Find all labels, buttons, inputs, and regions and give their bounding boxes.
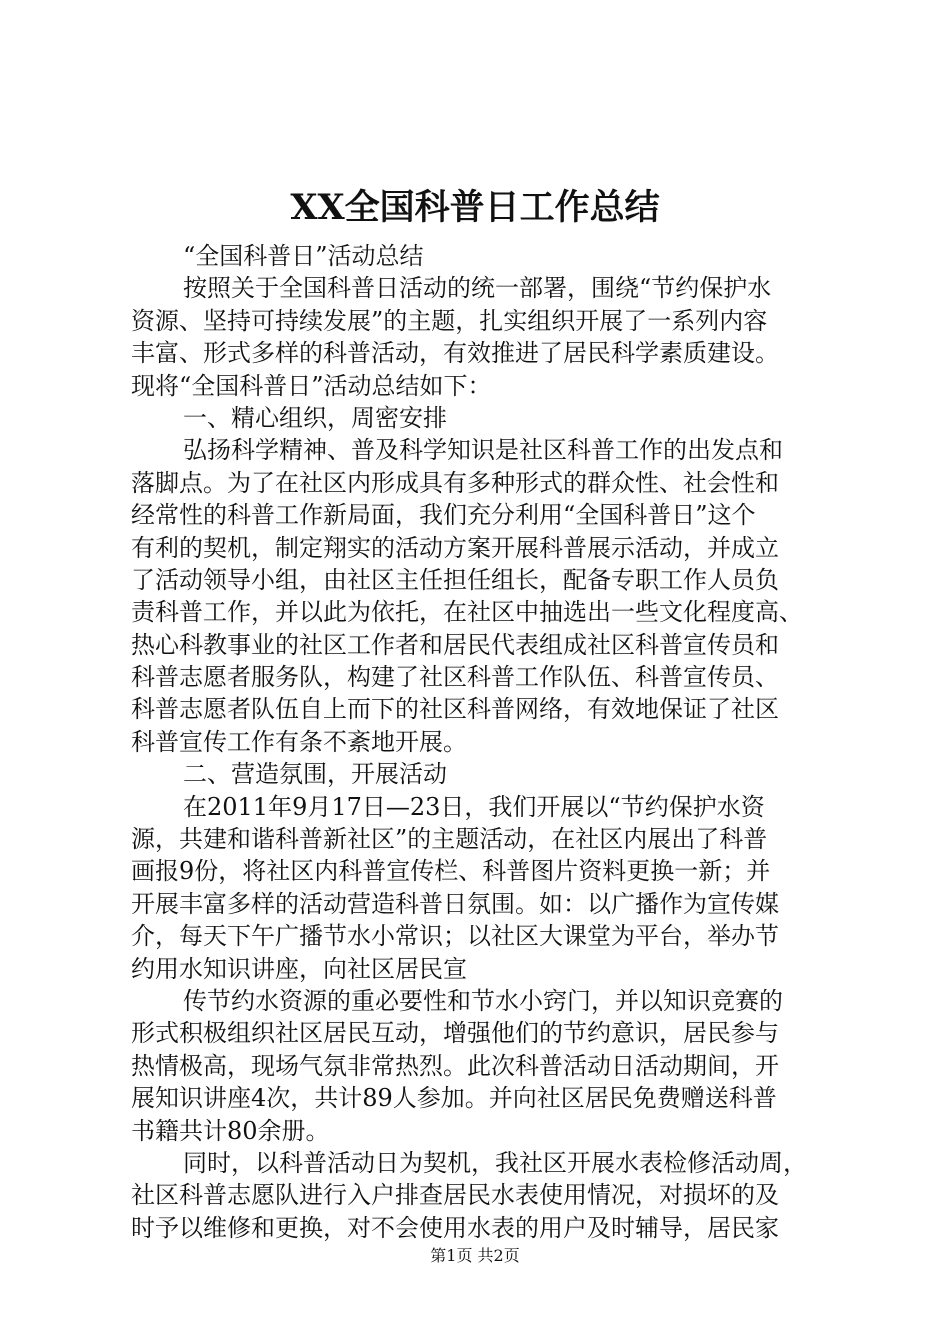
body-line: 热心科教事业的社区工作者和居民代表组成社区科普宣传员和	[131, 630, 779, 659]
body-line: 画报9份，将社区内科普宣传栏、科普图片资料更换一新；并	[131, 857, 771, 886]
body-line: 形式积极组织社区居民互动，增强他们的节约意识，居民参与	[131, 1019, 779, 1048]
body-line: 现将“全国科普日”活动总结如下：	[131, 371, 492, 400]
body-line: 同时，以科普活动日为契机，我社区开展水表检修活动周，	[183, 1148, 807, 1177]
body-line: 资源、坚持可持续发展”的主题，扎实组织开展了一系列内容	[131, 306, 768, 335]
body-line: 在2011年9月17日—23日，我们开展以“节约保护水资	[183, 792, 765, 821]
body-line: 书籍共计80余册。	[131, 1116, 330, 1145]
body-line: 按照关于全国科普日活动的统一部署，围绕“节约保护水	[183, 274, 772, 303]
body-line: 了活动领导小组，由社区主任担任组长，配备专职工作人员负	[131, 565, 779, 594]
body-line: 约用水知识讲座，向社区居民宣	[131, 954, 467, 983]
body-line: 开展丰富多样的活动营造科普日氛围。如：以广播作为宣传媒	[131, 889, 779, 918]
body-line: 源，共建和谐科普新社区”的主题活动，在社区内展出了科普	[131, 825, 768, 854]
body-line: 科普宣传工作有条不紊地开展。	[131, 727, 467, 756]
body-line: 二、营造氛围，开展活动	[183, 760, 447, 789]
body-line: 介，每天下午广播节水小常识；以社区大课堂为平台，举办节	[131, 922, 779, 951]
body-line: 有利的契机，制定翔实的活动方案开展科普展示活动，并成立	[131, 533, 779, 562]
document-title: XX全国科普日工作总结	[290, 187, 660, 228]
body-line: 弘扬科学精神、普及科学知识是社区科普工作的出发点和	[183, 436, 783, 465]
body-line: 落脚点。为了在社区内形成具有多种形式的群众性、社会性和	[131, 468, 779, 497]
body-line: 经常性的科普工作新局面，我们充分利用“全国科普日”这个	[131, 501, 756, 530]
document-body	[131, 240, 833, 1244]
body-line: 一、精心组织，周密安排	[183, 403, 447, 432]
body-line: 展知识讲座4次，共计89人参加。并向社区居民免费赠送科普	[131, 1084, 777, 1113]
body-line: 社区科普志愿队进行入户排查居民水表使用情况，对损坏的及	[131, 1181, 779, 1210]
body-line: 责科普工作，并以此为依托，在社区中抽选出一些文化程度高、	[131, 598, 803, 627]
body-line: 科普志愿者服务队，构建了社区科普工作队伍、科普宣传员、	[131, 663, 779, 692]
body-line: 热情极高，现场气氛非常热烈。此次科普活动日活动期间，开	[131, 1051, 779, 1080]
body-line: “全国科普日”活动总结	[183, 242, 424, 270]
page-footer: 第1页 共2页	[430, 1246, 520, 1265]
body-line: 传节约水资源的重必要性和节水小窍门，并以知识竞赛的	[183, 986, 783, 1015]
body-line: 时予以维修和更换，对不会使用水表的用户及时辅导，居民家	[131, 1213, 779, 1242]
body-line: 科普志愿者队伍自上而下的社区科普网络，有效地保证了社区	[131, 695, 779, 724]
body-line: 丰富、形式多样的科普活动，有效推进了居民科学素质建设。	[131, 339, 779, 368]
